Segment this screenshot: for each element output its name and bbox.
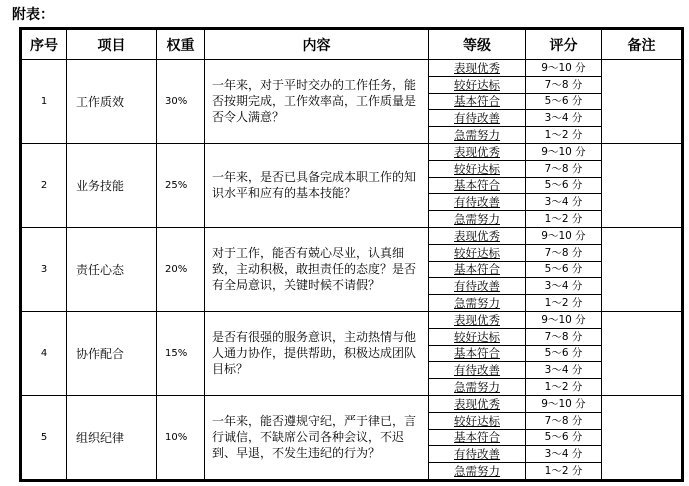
cell-weight: 25% xyxy=(157,143,205,227)
cell-grade: 基本符合 xyxy=(429,429,526,446)
header-score: 评分 xyxy=(526,29,602,60)
cell-score: 7～8 分 xyxy=(526,160,602,177)
cell-score: 5～6 分 xyxy=(526,345,602,362)
header-grade: 等级 xyxy=(429,29,526,60)
cell-weight: 15% xyxy=(157,311,205,395)
cell-score: 7～8 分 xyxy=(526,244,602,261)
cell-grade: 较好达标 xyxy=(429,244,526,261)
cell-grade: 有待改善 xyxy=(429,362,526,379)
cell-score: 1～2 分 xyxy=(526,127,602,144)
cell-grade: 基本符合 xyxy=(429,261,526,278)
cell-grade: 基本符合 xyxy=(429,177,526,194)
cell-grade: 表现优秀 xyxy=(429,143,526,160)
cell-seq: 2 xyxy=(21,143,67,227)
cell-remark[interactable] xyxy=(602,395,683,480)
header-item: 项目 xyxy=(67,29,157,60)
header-content: 内容 xyxy=(205,29,429,60)
cell-remark[interactable] xyxy=(602,227,683,311)
cell-score: 5～6 分 xyxy=(526,93,602,110)
header-row xyxy=(21,29,683,60)
cell-item: 业务技能 xyxy=(67,143,157,227)
cell-grade: 有待改善 xyxy=(429,278,526,295)
table-row xyxy=(21,311,683,328)
cell-score: 3～4 分 xyxy=(526,362,602,379)
cell-weight: 30% xyxy=(157,60,205,144)
cell-grade: 有待改善 xyxy=(429,194,526,211)
cell-score: 1～2 分 xyxy=(526,379,602,396)
cell-grade: 有待改善 xyxy=(429,110,526,127)
cell-grade: 较好达标 xyxy=(429,412,526,429)
header-remark: 备注 xyxy=(602,29,683,60)
cell-grade: 急需努力 xyxy=(429,127,526,144)
cell-item: 组织纪律 xyxy=(67,395,157,480)
cell-grade: 急需努力 xyxy=(429,463,526,481)
cell-content: 是否有很强的服务意识，主动热情与他人通力协作，提供帮助，积极达成团队目标？ xyxy=(205,311,429,395)
appendix-title: 附表： xyxy=(12,7,54,23)
cell-score: 1～2 分 xyxy=(526,295,602,312)
cell-score: 7～8 分 xyxy=(526,412,602,429)
cell-score: 9～10 分 xyxy=(526,227,602,244)
header-weight: 权重 xyxy=(157,29,205,60)
table-row xyxy=(21,395,683,412)
cell-remark[interactable] xyxy=(602,143,683,227)
cell-content: 一年来，对于平时交办的工作任务，能否按期完成，工作效率高，工作质量是否令人满意？ xyxy=(205,60,429,144)
header-seq: 序号 xyxy=(21,29,67,60)
cell-score: 7～8 分 xyxy=(526,76,602,93)
cell-grade: 基本符合 xyxy=(429,345,526,362)
cell-seq: 1 xyxy=(21,60,67,144)
cell-remark[interactable] xyxy=(602,60,683,144)
cell-score: 3～4 分 xyxy=(526,446,602,463)
cell-grade: 表现优秀 xyxy=(429,395,526,412)
cell-grade: 较好达标 xyxy=(429,160,526,177)
cell-score: 1～2 分 xyxy=(526,211,602,228)
cell-grade: 表现优秀 xyxy=(429,227,526,244)
cell-grade: 较好达标 xyxy=(429,328,526,345)
cell-seq: 4 xyxy=(21,311,67,395)
cell-score: 9～10 分 xyxy=(526,143,602,160)
cell-score: 9～10 分 xyxy=(526,60,602,77)
cell-item: 工作质效 xyxy=(67,60,157,144)
cell-item: 责任心态 xyxy=(67,227,157,311)
cell-grade: 基本符合 xyxy=(429,93,526,110)
cell-score: 3～4 分 xyxy=(526,194,602,211)
cell-score: 3～4 分 xyxy=(526,110,602,127)
cell-score: 3～4 分 xyxy=(526,278,602,295)
cell-grade: 表现优秀 xyxy=(429,311,526,328)
cell-grade: 有待改善 xyxy=(429,446,526,463)
table-row xyxy=(21,143,683,160)
cell-weight: 10% xyxy=(157,395,205,480)
cell-item: 协作配合 xyxy=(67,311,157,395)
cell-score: 9～10 分 xyxy=(526,395,602,412)
cell-content: 对于工作，能否有兢心尽业，认真细致，主动积极，敢担责任的态度？是否有全局意识，关键时候不请假？ xyxy=(205,227,429,311)
cell-grade: 急需努力 xyxy=(429,211,526,228)
cell-score: 5～6 分 xyxy=(526,177,602,194)
cell-remark[interactable] xyxy=(602,311,683,395)
table-row xyxy=(21,227,683,244)
evaluation-table xyxy=(19,27,684,482)
cell-grade: 急需努力 xyxy=(429,295,526,312)
cell-score: 5～6 分 xyxy=(526,429,602,446)
cell-score: 9～10 分 xyxy=(526,311,602,328)
cell-weight: 20% xyxy=(157,227,205,311)
cell-grade: 表现优秀 xyxy=(429,60,526,77)
cell-score: 7～8 分 xyxy=(526,328,602,345)
cell-content: 一年来，能否遵规守纪，严于律已，言行诚信，不缺席公司各种会议，不迟到、早退，不发生违纪的行为？ xyxy=(205,395,429,480)
cell-seq: 3 xyxy=(21,227,67,311)
cell-seq: 5 xyxy=(21,395,67,480)
cell-score: 5～6 分 xyxy=(526,261,602,278)
cell-score: 1～2 分 xyxy=(526,463,602,481)
cell-grade: 较好达标 xyxy=(429,76,526,93)
cell-grade: 急需努力 xyxy=(429,379,526,396)
table-row xyxy=(21,60,683,77)
cell-content: 一年来，是否已具备完成本职工作的知识水平和应有的基本技能？ xyxy=(205,143,429,227)
